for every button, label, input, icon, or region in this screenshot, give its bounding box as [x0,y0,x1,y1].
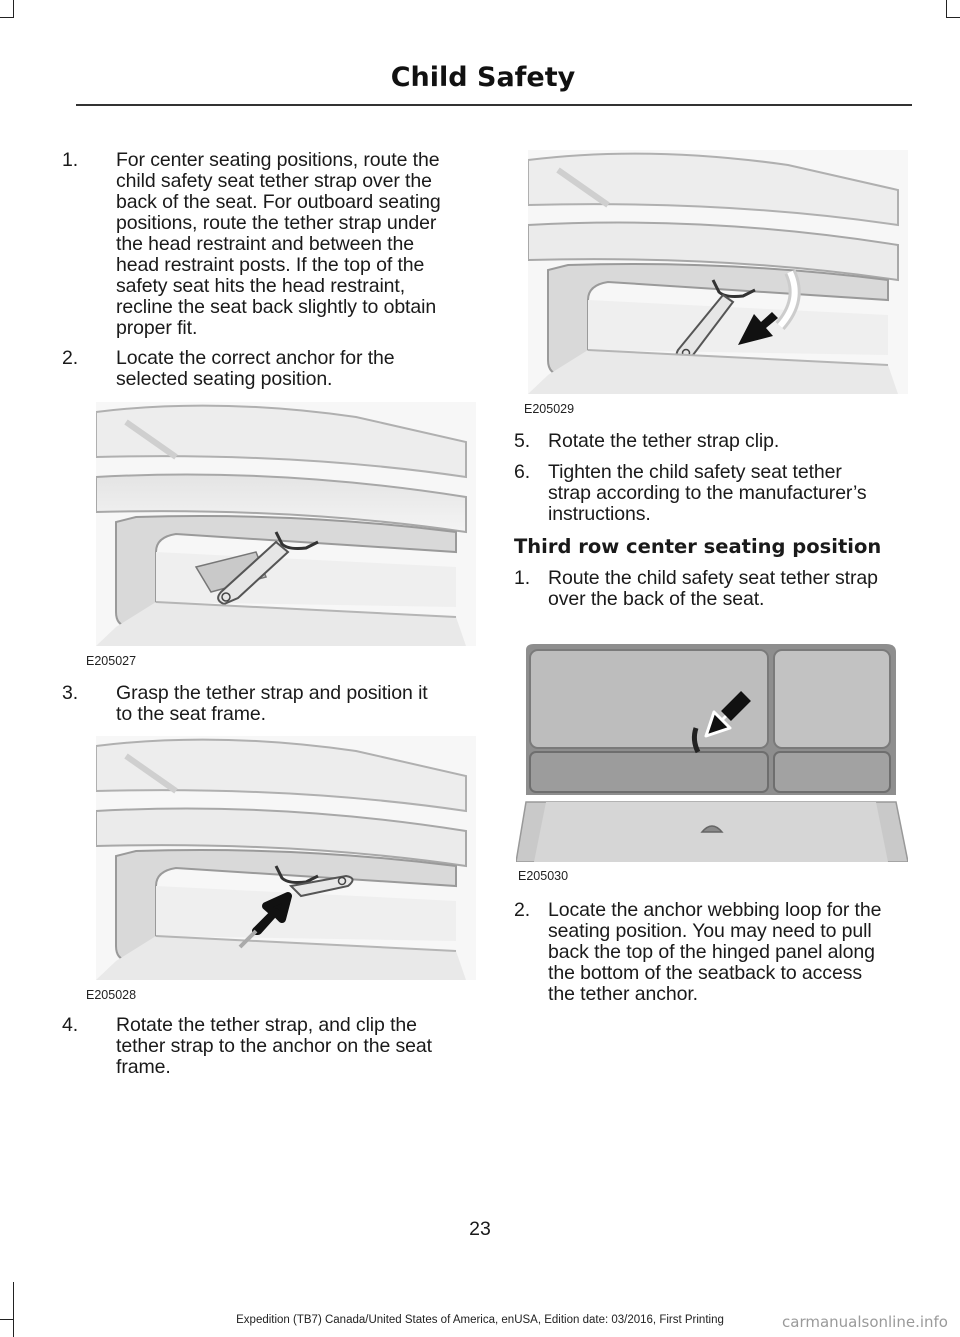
text-line: safety seat hits the head restraint, [116,275,406,297]
step-number: 2. [514,899,531,921]
text-line: Rotate the tether strap clip. [548,430,780,452]
text-line: seating position. You may need to pull [548,920,872,942]
text-line: the head restraint and between the [116,233,414,255]
text-line: back of the seat. For outboard seating [116,191,441,213]
text-line: Locate the correct anchor for the [116,347,395,369]
figure-position-strap [96,736,476,980]
figure-code: E205029 [524,402,575,416]
header-rule [76,104,912,106]
crop-mark [946,0,947,18]
text-line: child safety seat tether strap over the [116,170,432,192]
watermark: carmanualsonline.info [782,1313,948,1331]
step-number: 4. [62,1014,79,1036]
text-line: Tighten the child safety seat tether [548,461,842,483]
text-line: head restraint posts. If the top of the [116,254,425,276]
text-line: strap according to the manufacturer’s [548,482,867,504]
crop-mark [946,17,960,18]
text-line: positions, route the tether strap under [116,212,437,234]
text-line: For center seating positions, route the [116,149,440,171]
crop-mark [0,17,14,18]
text-line: instructions. [548,503,651,525]
text-line: back the top of the hinged panel along [548,941,875,963]
text-line: the bottom of the seatback to access [548,962,862,984]
seat-anchor-illustration [96,402,476,646]
step-number: 3. [62,682,79,704]
step-number: 2. [62,347,79,369]
third-row-seat-illustration [516,640,908,862]
position-strap-illustration [96,736,476,980]
figure-code: E205030 [518,869,569,883]
text-line: proper fit. [116,317,198,339]
text-line: the tether anchor. [548,983,698,1005]
step-number: 6. [514,461,531,483]
subsection-heading: Third row center seating position [514,535,882,558]
figure-rotate-clip [528,150,908,394]
text-line: Grasp the tether strap and position it [116,682,428,704]
text-line: Locate the anchor webbing loop for the [548,899,882,921]
rotate-clip-illustration [528,150,908,394]
text-line: frame. [116,1056,171,1078]
text-line: to the seat frame. [116,703,266,725]
text-line: tether strap to the anchor on the seat [116,1035,432,1057]
step-number: 1. [514,567,531,589]
step-number: 1. [62,149,79,171]
text-line: recline the seat back slightly to obtain [116,296,437,318]
figure-third-row-seat [516,640,908,862]
crop-mark [13,1282,14,1337]
text-line: over the back of the seat. [548,588,765,610]
text-line: Rotate the tether strap, and clip the [116,1014,417,1036]
edition-footer: Expedition (TB7) Canada/United States of America, enUSA, Edition date: 03/2016, First Printing [236,1314,724,1326]
figure-seat-anchor [96,402,476,646]
page-number: 23 [469,1218,491,1240]
crop-mark [13,0,14,18]
page-title: Child Safety [390,62,576,93]
figure-code: E205027 [86,654,137,668]
step-number: 5. [514,430,531,452]
figure-code: E205028 [86,988,137,1002]
text-line: Route the child safety seat tether strap [548,567,878,589]
text-line: selected seating position. [116,368,333,390]
